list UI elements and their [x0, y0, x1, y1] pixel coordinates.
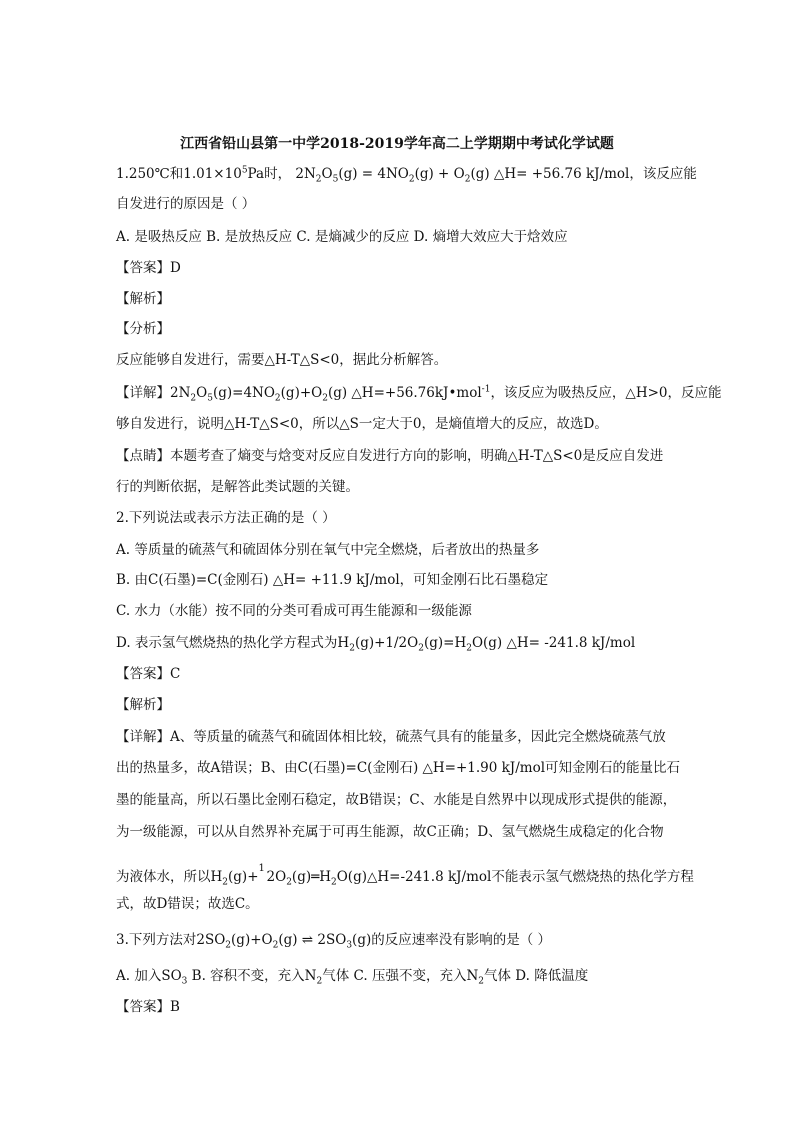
q1-analysis-heading: 【解析】 — [116, 291, 170, 307]
q1-detail-line2: 够自发进行，说明△H-T△S<0，所以△S一定大于0，是熵值增大的反应，故选D。 — [116, 416, 608, 432]
q2-stem: 2.下列说法或表示方法正确的是（ ） — [116, 510, 336, 526]
q1-stem-line1: 1.250℃和$1.01\times 10^5Pa$时， $2N_2O_5(g) = 4NO_2(g) + O_2(g)$ △H= +56.76 kJ/mol，该反应能 — [116, 165, 697, 185]
q2-answer: 【答案】C — [116, 666, 181, 682]
q1-point-line2: 行的判断依据，是解答此类试题的关键。 — [116, 479, 359, 495]
q1-point-line1: 【点睛】本题考查了熵变与焓变对反应自发进行方向的影响，明确△H-T△S<0是反应自发进 — [116, 448, 664, 464]
q1-fenxi-heading: 【分析】 — [116, 321, 170, 337]
q2-option-d: D. 表示氢气燃烧热的热化学方程式为$H_2(g)+1/2O_2(g)=H_2O(g)$ △H= -241.8 kJ/mol — [116, 635, 636, 654]
q1-fenxi-text: 反应能够自发进行，需要△H-T△S<0，据此分析解答。 — [116, 352, 448, 368]
q2-detail-line6: 式，故D错误；故选C。 — [116, 896, 259, 912]
q2-option-a: A. 等质量的硫蒸气和硫固体分别在氧气中完全燃烧，后者放出的热量多 — [116, 542, 540, 558]
q2-detail-line2: 出的热量多，故A错误；B、由C(石墨)=C(金刚石) △H=+1.90 kJ/mol可知金刚石的能量比石 — [116, 760, 681, 776]
q2-option-c: C. 水力（水能）按不同的分类可看成可再生能源和一级能源 — [116, 603, 472, 619]
q2-detail-line3: 墨的能量高，所以石墨比金刚石稳定，故B错误；C、水能是自然界中以现成形式提供的能源， — [116, 792, 677, 808]
q2-analysis-heading: 【解析】 — [116, 697, 170, 713]
q1-options: A. 是吸热反应 B. 是放热反应 C. 是熵减少的反应 D. 熵增大效应大于焓效应 — [116, 229, 568, 245]
q1-detail-line1: 【详解】$2N_2O_5(g)=4NO_2(g)+O_2(g)$ △H=+56.76kJ•mol$^{-1}$，该反应为吸热反应，△H>0，反应能 — [116, 384, 722, 404]
page-title: 江西省铅山县第一中学2018-2019学年高二上学期期中考试化学试题 — [180, 136, 614, 152]
q3-options: A. 加入$SO_3$ B. 容积不变，充入$N_2$气体 C. 压强不变，充入$N_2$气体 D. 降低温度 — [116, 968, 589, 987]
q2-option-b: B. 由C(石墨)=C(金刚石) △H= +11.9 kJ/mol，可知金刚石比石墨稳定 — [116, 572, 549, 588]
q2-detail-line4: 为一级能源，可以从自然界补充属于可再生能源，故C正确；D、氢气燃烧生成稳定的化合物 — [116, 824, 664, 840]
q3-answer: 【答案】B — [116, 999, 180, 1015]
q3-stem: 3.下列方法对$2SO_2(g)+O_2(g)$ ⇌ $2SO_3(g)$的反应速率没有影响的是（ ） — [116, 932, 552, 951]
q2-detail-line5: 为液体水，所以$H_2(g)+$ 1 $2O_2(g)═H_2O(g)\triangle H=-241.8$ kJ/mol不能表示氢气燃烧热的热化学方程 — [116, 863, 694, 888]
q1-answer: 【答案】D — [116, 260, 181, 276]
q2-detail-line1: 【详解】A、等质量的硫蒸气和硫固体相比较，硫蒸气具有的能量多，因此完全燃烧硫蒸气放 — [116, 729, 666, 745]
q1-stem-line2: 自发进行的原因是（ ） — [116, 196, 256, 212]
